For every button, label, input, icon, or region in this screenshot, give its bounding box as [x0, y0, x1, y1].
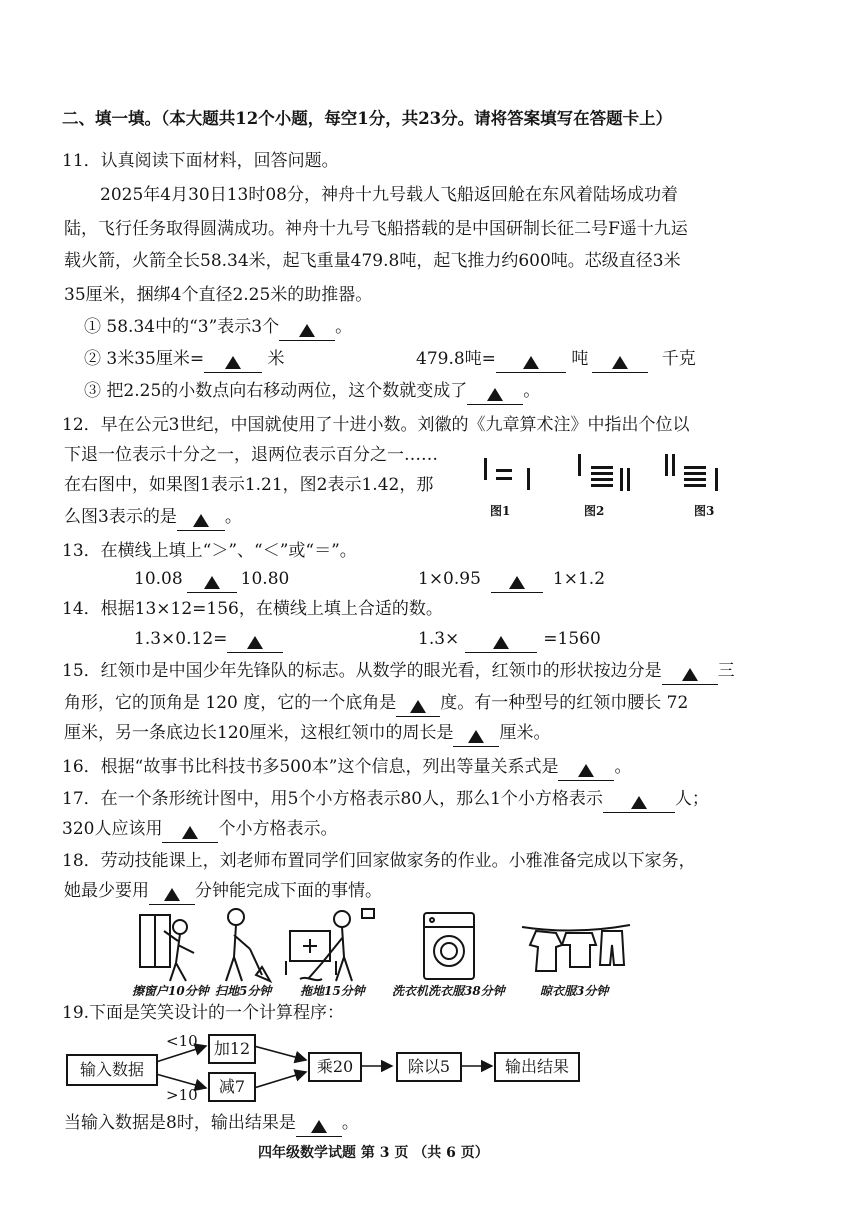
q14-item-a — [134, 628, 283, 653]
q14-b-result: =1560 — [543, 629, 601, 649]
q17-line-1 — [62, 788, 709, 813]
triangle-marker-icon — [468, 730, 484, 743]
answer-blank[interactable] — [396, 696, 440, 717]
q15-l1-text: 15．红领巾是中国少年先锋队的标志。从数学的眼光看，红领巾的形状按边分是 — [62, 661, 662, 681]
q19-ask-text: 当输入数据是8时，输出结果是 — [64, 1113, 296, 1133]
q15-l3-tail: 厘米。 — [499, 723, 551, 743]
answer-blank[interactable] — [227, 632, 283, 653]
q19-ask: 当输入数据是8时，输出结果是 。 — [64, 1112, 359, 1137]
triangle-marker-icon — [164, 888, 180, 901]
q16-text: 16．根据“故事书比科技书多500本”这个信息，列出等量关系式是 — [62, 757, 559, 777]
chore-label: 擦窗户10分钟 — [132, 984, 209, 998]
triangle-marker-icon — [225, 356, 241, 369]
q15-line-3 — [64, 722, 550, 747]
fig3-caption: 图3 — [694, 504, 715, 518]
triangle-marker-icon — [182, 826, 198, 839]
triangle-marker-icon — [612, 356, 628, 369]
triangle-marker-icon — [523, 356, 539, 369]
q15-line-2 — [64, 692, 688, 717]
q12-line-1: 12．早在公元3世纪，中国就使用了十进小数。刘徽的《九章算术注》中指出个位以 — [62, 415, 690, 435]
q17-l2-text: 320人应该用 — [62, 819, 163, 839]
chore-label: 晾衣服3分钟 — [540, 984, 609, 998]
triangle-marker-icon — [299, 324, 315, 337]
q18-line-2 — [64, 880, 382, 905]
q14-stem: 14．根据13×12=156，在横线上填上合适的数。 — [62, 599, 443, 619]
q13-compare-a — [134, 568, 289, 593]
answer-blank[interactable] — [279, 320, 335, 341]
q17-l2-tail: 个小方格表示。 — [218, 819, 338, 839]
unit-meter: 米 — [267, 349, 285, 369]
triangle-marker-icon — [410, 700, 426, 713]
q15-l2-text: 角形，它的顶角是 120 度，它的一个底角是 — [64, 693, 397, 713]
q11-sub3: ③ 把2.25的小数点向右移动两位，这个数就变成了 。 — [84, 380, 540, 405]
answer-blank[interactable] — [496, 352, 566, 373]
answer-blank[interactable] — [662, 664, 718, 685]
answer-blank[interactable] — [453, 726, 499, 747]
flow-subtract-box: 减7 — [208, 1072, 256, 1102]
q11-sub2-right — [416, 348, 696, 373]
q11-paragraph-line-3: 载火箭，火箭全长58.34米，起飞重量479.8吨，起飞推力约600吨。芯级直径3米 — [64, 251, 681, 271]
q18-l2-text: 她最少要用 — [64, 881, 149, 901]
triangle-marker-icon — [682, 668, 698, 681]
q17-line-2 — [62, 818, 337, 843]
flow-divide-box: 除以5 — [396, 1052, 462, 1082]
q13-stem: 13．在横线上填上“＞”、“＜”或“＝”。 — [62, 541, 357, 561]
q13-compare-b — [418, 568, 605, 593]
triangle-marker-icon — [578, 764, 594, 777]
window-cleaning-icon — [140, 915, 194, 981]
answer-blank[interactable] — [187, 572, 237, 593]
q12-line-3: 在右图中，如果图1表示1.21，图2表示1.42，那 — [64, 475, 434, 495]
q17-l1-text: 17．在一个条形统计图中，用5个小方格表示80人，那么1个小方格表示 — [62, 789, 603, 809]
q12-line-4-text: 么图3表示的是 — [64, 507, 177, 527]
answer-blank[interactable] — [491, 572, 543, 593]
q11-sub3-text: ③ 把2.25的小数点向右移动两位，这个数就变成了 — [84, 381, 468, 401]
q14-item-b — [418, 628, 601, 653]
answer-blank[interactable] — [603, 792, 675, 813]
q15-line-1 — [62, 660, 735, 685]
flow-less-than-label: <10 — [166, 1032, 198, 1050]
triangle-marker-icon — [311, 1120, 327, 1133]
triangle-marker-icon — [493, 636, 509, 649]
q17-l1-tail: 人； — [674, 789, 709, 809]
q13-b-right: 1×1.2 — [552, 569, 606, 589]
chore-label: 洗衣机洗衣服38分钟 — [392, 984, 505, 998]
answer-blank[interactable] — [296, 1116, 342, 1137]
answer-blank[interactable] — [465, 632, 537, 653]
page-footer: 四年级数学试题 第 3 页 （共 6 页） — [258, 1145, 489, 1161]
q12-line-4: 么图3表示的是 。 — [64, 506, 242, 531]
q12-line-2: 下退一位表示十分之一，退两位表示百分之一…… — [64, 445, 438, 465]
unit-ton: 吨 — [571, 349, 589, 369]
answer-blank[interactable] — [558, 760, 614, 781]
triangle-marker-icon — [247, 636, 263, 649]
section-heading: 二、填一填。（本大题共12个小题，每空1分，共23分。请将答案填写在答题卡上） — [62, 109, 673, 128]
q11-paragraph-line-1: 2025年4月30日13时08分，神舟十九号载人飞船返回舱在东风着陆场成功着 — [100, 185, 678, 205]
chore-label: 扫地5分钟 — [215, 984, 272, 998]
q11-sub1: ① 58.34中的“3”表示3个 。 — [84, 316, 352, 341]
q18-l2-tail: 分钟能完成下面的事情。 — [195, 881, 382, 901]
unit-kg: 千克 — [661, 349, 696, 369]
flow-add-box: 加12 — [208, 1034, 256, 1064]
mopping-icon — [286, 909, 374, 981]
q13-a-left: 10.08 — [134, 569, 183, 589]
q13-a-right: 10.80 — [240, 569, 290, 589]
fig1-caption: 图1 — [490, 504, 511, 518]
triangle-marker-icon — [193, 514, 209, 527]
q11-sub2 — [84, 348, 285, 373]
q19-stem: 19.下面是笑笑设计的一个计算程序： — [62, 1003, 345, 1023]
flow-greater-than-label: >10 — [166, 1086, 198, 1104]
q11-paragraph-line-2: 陆，飞行任务取得圆满成功。神舟十九号飞船搭载的是中国研制长征二号F遥十九运 — [64, 219, 688, 239]
triangle-marker-icon — [631, 796, 647, 809]
flow-multiply-box: 乘20 — [308, 1052, 362, 1082]
answer-blank[interactable] — [162, 822, 218, 843]
answer-blank[interactable] — [204, 352, 262, 373]
answer-blank[interactable] — [177, 510, 225, 531]
q15-l2-tail: 度。有一种型号的红领巾腰长 72 — [440, 693, 689, 713]
q15-l1-tail: 三 — [717, 661, 735, 681]
sweeping-icon — [226, 909, 270, 981]
q11-paragraph-line-4: 35厘米，捆绑4个直径2.25米的助推器。 — [64, 285, 373, 305]
answer-blank[interactable] — [467, 384, 523, 405]
q14-b-text: 1.3× — [418, 629, 460, 649]
triangle-marker-icon — [204, 576, 220, 589]
q11-stem: 11．认真阅读下面材料，回答问题。 — [62, 151, 339, 171]
q11-sub2c-text: 479.8吨= — [416, 349, 496, 369]
triangle-marker-icon — [509, 576, 525, 589]
q11-sub1-text: ① 58.34中的“3”表示3个 — [84, 317, 280, 337]
fig2-caption: 图2 — [584, 504, 605, 518]
q18-line-1: 18．劳动技能课上，刘老师布置同学们回家做家务的作业。小雅准备完成以下家务， — [62, 851, 696, 871]
q14-a-text: 1.3×0.12= — [134, 629, 228, 649]
q16: 16．根据“故事书比科技书多500本”这个信息，列出等量关系式是 。 — [62, 756, 631, 781]
q15-l3-text: 厘米，另一条底边长120厘米，这根红领巾的周长是 — [64, 723, 454, 743]
q13-b-left: 1×0.95 — [418, 569, 481, 589]
flow-output-box: 输出结果 — [494, 1052, 580, 1082]
washing-machine-icon — [424, 913, 474, 979]
flow-input-box: 输入数据 — [66, 1054, 158, 1086]
triangle-marker-icon — [487, 388, 503, 401]
answer-blank[interactable] — [149, 884, 195, 905]
hanging-clothes-icon — [522, 925, 630, 971]
chore-label: 拖地15分钟 — [300, 984, 365, 998]
answer-blank[interactable] — [592, 352, 648, 373]
q11-sub2-text: ② 3米35厘米= — [84, 349, 205, 369]
